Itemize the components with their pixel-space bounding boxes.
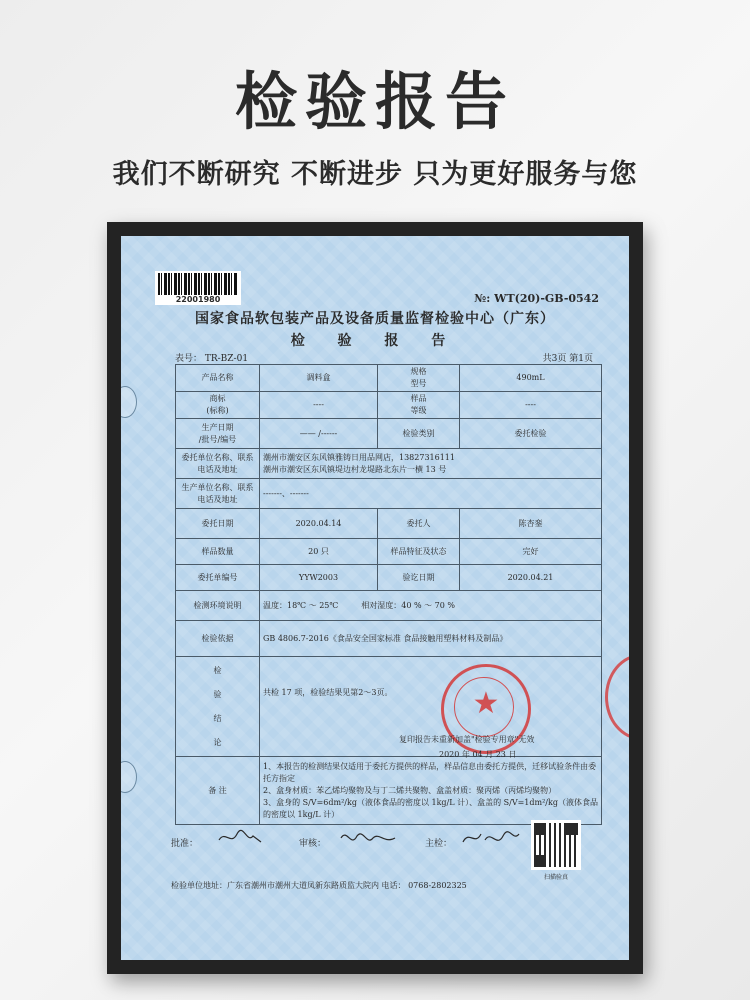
- conclusion-label: [176, 657, 260, 757]
- cell-value: ----: [460, 392, 602, 419]
- certificate-frame: [107, 222, 643, 974]
- center-name: 国家食品软包装产品及设备质量监督检验中心（广东）: [195, 311, 555, 327]
- conclusion-text: 共检 17 项，检验结果见第2～3页。: [260, 657, 602, 757]
- client-info: [260, 449, 602, 479]
- qr-label: 扫描验真: [543, 874, 568, 881]
- cell-value: ----: [260, 392, 378, 419]
- barcode: [155, 271, 241, 305]
- cell-label: 备 注: [176, 757, 260, 825]
- review-label: 审核：: [299, 839, 327, 849]
- barcode-bars: [158, 273, 238, 295]
- approve-label: 批准：: [171, 839, 199, 849]
- page-title: 检验报告: [234, 65, 515, 138]
- reviewer-signature: [339, 826, 399, 850]
- cell-label: 委托人: [378, 509, 460, 539]
- cell-value: 调料盒: [260, 365, 378, 392]
- client-line: 潮州市潮安区东风镇雅铸日用品网店，13827316111: [263, 452, 455, 462]
- check-label: 主检：: [425, 839, 453, 849]
- cell-label: 委托单位名称、联系 电话及地址: [176, 449, 260, 479]
- cell-label: 生产单位名称、联系 电话及地址: [176, 479, 260, 509]
- cell-value: 20 只: [260, 539, 378, 565]
- report-number: №: WT(20)-GB-0542: [474, 292, 599, 305]
- cell-label: 规格 型号: [378, 365, 460, 392]
- barcode-number: 22001980: [175, 295, 221, 304]
- page-info: 共3页 第1页: [542, 354, 593, 364]
- cell-value: -------、-------: [260, 479, 602, 509]
- inspector-signature: [461, 826, 521, 850]
- cell-value: YYW2003: [260, 565, 378, 591]
- cell-value: 温度：18℃ ～ 25℃ 相对湿度：40 % ～ 70 %: [260, 591, 602, 621]
- cell-value: 委托检验: [460, 419, 602, 449]
- form-number: 表号： TR-BZ-01: [175, 354, 249, 364]
- conclusion-char: 验: [213, 689, 222, 699]
- side-seal: [605, 654, 629, 740]
- report-table: [175, 364, 602, 825]
- seal-note: 复印报告未重新加盖"检验专用章"无效: [399, 735, 535, 744]
- report-paper: [121, 236, 629, 960]
- cell-label: 检验依据: [176, 621, 260, 657]
- qr-code: [531, 820, 581, 870]
- cell-value: 完好: [460, 539, 602, 565]
- cell-value: 陈杏銮: [460, 509, 602, 539]
- remarks-text: 1、本报告的检测结果仅适用于委托方提供的样品，样品信息由委托方提供，迁移试验条件由委托方指定 2、盒身材质：苯乙烯均聚物及与丁二烯共聚物、盒盖材质：聚丙烯（丙烯均聚物） 3、盒身的 S/V=6dm²/kg（液体食品的密度以 1kg/L 计）、盒盖的 S/V=1dm²/kg（液体食品的密度以 1kg/L 计）: [260, 757, 602, 825]
- conclusion-char: 论: [213, 737, 222, 747]
- cell-label: 检验类别: [378, 419, 460, 449]
- qr-pattern: [534, 823, 578, 867]
- cell-label: 生产日期 /批号/编号: [176, 419, 260, 449]
- cell-label: 样品数量: [176, 539, 260, 565]
- cell-label: 产品名称: [176, 365, 260, 392]
- page-subtitle: 我们不断研究 不断进步 只为更好服务与您: [112, 159, 638, 190]
- cell-value: GB 4806.7-2016《食品安全国家标准 食品接触用塑料材料及制品》: [260, 621, 602, 657]
- conclusion-char: 结: [213, 713, 222, 723]
- cell-value: 2020.04.14: [260, 509, 378, 539]
- conclusion-char: 检: [213, 665, 222, 675]
- report-title: 检 验 报 告: [290, 333, 460, 349]
- cell-value: 2020.04.21: [460, 565, 602, 591]
- star-icon: ★: [472, 686, 500, 721]
- address-footer: 检验单位地址：广东省潮州市潮州大道凤新东路质监大院内 电话： 0768-2802325: [171, 881, 467, 890]
- cell-label: 委托日期: [176, 509, 260, 539]
- binder-ring: [121, 386, 137, 418]
- cell-label: 样品特征及状态: [378, 539, 460, 565]
- binder-ring: [121, 761, 137, 793]
- approver-signature: [215, 826, 265, 850]
- cell-value: —— /------: [260, 419, 378, 449]
- cell-label: 检测环境说明: [176, 591, 260, 621]
- cell-value: 490mL: [460, 365, 602, 392]
- client-line: 潮州市潮安区东风镇堤边村龙堤路北东片一横 13 号: [263, 464, 447, 474]
- cell-label: 委托单编号: [176, 565, 260, 591]
- seal-date: 2020 年 04 月 23 日: [439, 750, 517, 759]
- cell-label: 样品 等级: [378, 392, 460, 419]
- cell-label: 商标 (标称): [176, 392, 260, 419]
- cell-label: 验讫日期: [378, 565, 460, 591]
